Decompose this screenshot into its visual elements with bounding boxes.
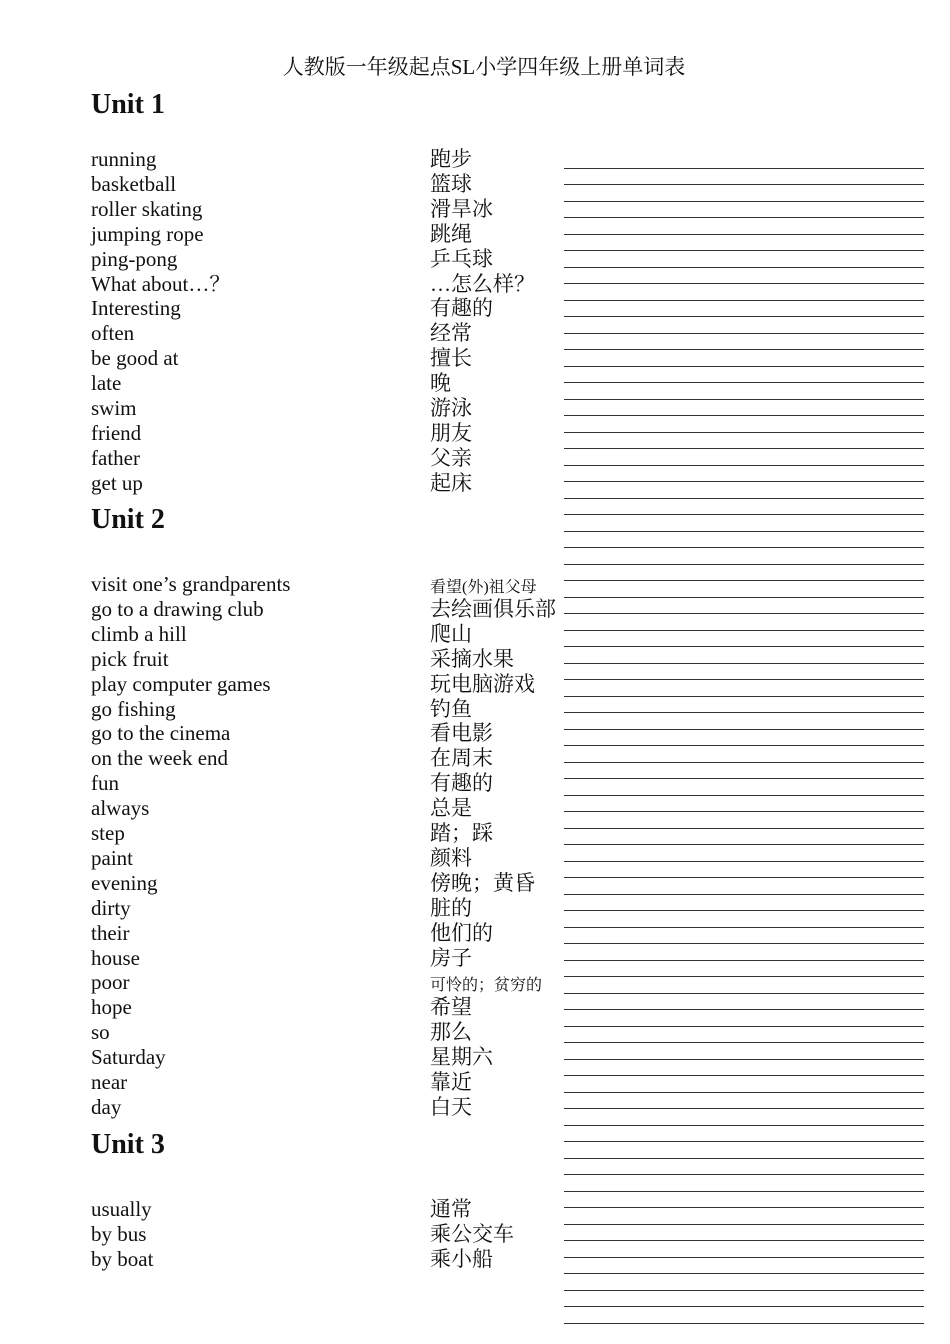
- writing-line: [564, 514, 924, 515]
- writing-line: [564, 762, 924, 763]
- chinese-meaning: 父亲: [430, 445, 472, 470]
- english-word: hope: [91, 995, 132, 1020]
- writing-line: [564, 993, 924, 994]
- english-word: always: [91, 796, 150, 821]
- chinese-meaning: 看望(外)祖父母: [430, 579, 537, 596]
- chinese-meaning: 他们的: [430, 920, 493, 945]
- writing-line: [564, 1042, 924, 1043]
- english-word: Saturday: [91, 1045, 166, 1070]
- chinese-meaning: 通常: [430, 1197, 472, 1221]
- writing-line: [564, 597, 924, 598]
- english-word: jumping rope: [91, 221, 204, 246]
- writing-line: [564, 1158, 924, 1159]
- writing-line: [564, 729, 924, 730]
- writing-line: [564, 184, 924, 185]
- writing-line: [564, 795, 924, 796]
- writing-line: [564, 1141, 924, 1142]
- english-word: basketball: [91, 171, 177, 196]
- writing-line: [564, 234, 924, 235]
- chinese-meaning: 去绘画俱乐部: [430, 596, 556, 621]
- english-word: by boat: [91, 1246, 154, 1271]
- chinese-meaning: 可怜的；贫穷的: [430, 977, 543, 995]
- writing-line: [564, 910, 924, 911]
- chinese-meaning: 傍晚；黄昏: [430, 870, 535, 895]
- chinese-meaning: 脏的: [430, 895, 472, 920]
- english-word: be good at: [91, 346, 179, 371]
- writing-line: [564, 432, 924, 433]
- chinese-meaning: 跑步: [430, 147, 472, 171]
- writing-line: [564, 927, 924, 928]
- writing-line: [564, 613, 924, 614]
- writing-line: [564, 861, 924, 862]
- english-word: on the week end: [91, 746, 229, 771]
- chinese-meaning: 擅长: [430, 346, 472, 371]
- chinese-meaning: 篮球: [430, 171, 472, 196]
- english-word: evening: [91, 870, 158, 895]
- writing-line: [564, 316, 924, 317]
- unit-heading: Unit 3: [91, 1129, 165, 1160]
- writing-line: [564, 382, 924, 383]
- writing-line: [564, 1240, 924, 1241]
- writing-line: [564, 481, 924, 482]
- english-word: roller skating: [91, 196, 203, 221]
- writing-line: [564, 250, 924, 251]
- writing-line: [564, 168, 924, 169]
- writing-line: [564, 366, 924, 367]
- english-word: visit one’s grandparents: [91, 572, 291, 596]
- english-word: swim: [91, 396, 137, 420]
- chinese-meaning: 有趣的: [430, 771, 493, 796]
- chinese-meaning: 朋友: [430, 420, 472, 445]
- writing-line: [564, 679, 924, 680]
- writing-line: [564, 564, 924, 565]
- writing-line: [564, 844, 924, 845]
- english-word: pick fruit: [91, 646, 169, 671]
- writing-line: [564, 1026, 924, 1027]
- english-word: ping-pong: [91, 246, 178, 271]
- writing-line: [564, 349, 924, 350]
- writing-line: [564, 283, 924, 284]
- chinese-meaning: 靠近: [430, 1070, 472, 1094]
- english-word: step: [91, 821, 125, 845]
- writing-line: [564, 894, 924, 895]
- writing-line: [564, 1323, 924, 1324]
- writing-line: [564, 630, 924, 631]
- english-word: often: [91, 321, 135, 346]
- writing-line: [564, 1306, 924, 1307]
- writing-line: [564, 267, 924, 268]
- english-word: paint: [91, 845, 133, 870]
- writing-line: [564, 745, 924, 746]
- chinese-meaning: 看电影: [430, 721, 493, 746]
- writing-line: [564, 877, 924, 878]
- writing-line: [564, 333, 924, 334]
- chinese-meaning: 滑旱冰: [430, 196, 493, 221]
- english-word: friend: [91, 420, 142, 445]
- chinese-meaning: 跳绳: [430, 221, 472, 246]
- english-word: go to the cinema: [91, 721, 231, 746]
- writing-line: [564, 960, 924, 961]
- writing-line: [564, 201, 924, 202]
- writing-line: [564, 778, 924, 779]
- writing-line: [564, 448, 924, 449]
- chinese-meaning: 采摘水果: [430, 646, 514, 671]
- writing-line: [564, 217, 924, 218]
- unit-heading: Unit 2: [91, 504, 165, 535]
- english-word: near: [91, 1070, 128, 1094]
- english-word: Interesting: [91, 296, 181, 321]
- chinese-meaning: 乘小船: [430, 1246, 493, 1271]
- document-title: 人教版一年级起点SL小学四年级上册单词表: [282, 55, 686, 79]
- writing-line: [564, 1290, 924, 1291]
- chinese-meaning: 星期六: [430, 1045, 493, 1070]
- chinese-meaning: 希望: [430, 995, 472, 1020]
- english-word: go fishing: [91, 696, 176, 721]
- chinese-meaning: 总是: [430, 796, 472, 821]
- chinese-meaning: …怎么样？: [430, 271, 535, 296]
- writing-line: [564, 1273, 924, 1274]
- chinese-meaning: 有趣的: [430, 296, 493, 321]
- chinese-meaning: 晚: [430, 371, 451, 396]
- english-word: poor: [91, 970, 130, 995]
- writing-line: [564, 300, 924, 301]
- chinese-meaning: 玩电脑游戏: [430, 671, 535, 696]
- chinese-meaning: 房子: [430, 945, 472, 970]
- writing-line: [564, 1125, 924, 1126]
- english-word: What about…？: [91, 271, 231, 296]
- chinese-meaning: 乒乓球: [430, 246, 493, 271]
- chinese-meaning: 颜料: [430, 845, 472, 870]
- writing-line: [564, 1075, 924, 1076]
- writing-line: [564, 943, 924, 944]
- english-word: day: [91, 1094, 122, 1119]
- writing-line: [564, 399, 924, 400]
- writing-line: [564, 547, 924, 548]
- chinese-meaning: 爬山: [430, 621, 472, 646]
- english-word: running: [91, 147, 157, 171]
- writing-line: [564, 1108, 924, 1109]
- chinese-meaning: 白天: [430, 1094, 472, 1119]
- english-word: dirty: [91, 895, 131, 920]
- writing-line: [564, 1009, 924, 1010]
- writing-line: [564, 465, 924, 466]
- writing-line: [564, 498, 924, 499]
- writing-line: [564, 976, 924, 977]
- english-word: by bus: [91, 1221, 147, 1246]
- english-word: their: [91, 920, 130, 945]
- writing-line: [564, 1174, 924, 1175]
- writing-line: [564, 1257, 924, 1258]
- english-word: get up: [91, 470, 143, 495]
- writing-line: [564, 531, 924, 532]
- chinese-meaning: 钓鱼: [430, 696, 472, 721]
- english-word: go to a drawing club: [91, 596, 264, 621]
- chinese-meaning: 在周末: [430, 746, 493, 771]
- english-word: climb a hill: [91, 621, 187, 646]
- english-word: so: [91, 1020, 110, 1045]
- writing-practice-lines: [564, 0, 926, 1344]
- chinese-meaning: 游泳: [430, 396, 472, 420]
- english-word: father: [91, 445, 140, 470]
- english-word: play computer games: [91, 671, 271, 696]
- chinese-meaning: 乘公交车: [430, 1221, 514, 1246]
- writing-line: [564, 1207, 924, 1208]
- writing-line: [564, 580, 924, 581]
- writing-line: [564, 663, 924, 664]
- writing-line: [564, 828, 924, 829]
- writing-line: [564, 811, 924, 812]
- writing-line: [564, 1224, 924, 1225]
- english-word: late: [91, 371, 122, 396]
- writing-line: [564, 712, 924, 713]
- english-word: fun: [91, 771, 119, 796]
- unit-heading: Unit 1: [91, 89, 165, 120]
- writing-line: [564, 415, 924, 416]
- english-word: usually: [91, 1197, 152, 1221]
- writing-line: [564, 1191, 924, 1192]
- writing-line: [564, 646, 924, 647]
- chinese-meaning: 起床: [430, 470, 472, 495]
- chinese-meaning: 那么: [430, 1020, 472, 1045]
- chinese-meaning: 经常: [430, 321, 472, 346]
- writing-line: [564, 696, 924, 697]
- english-word: house: [91, 945, 140, 970]
- chinese-meaning: 踏；踩: [430, 821, 493, 845]
- writing-line: [564, 1092, 924, 1093]
- writing-line: [564, 1059, 924, 1060]
